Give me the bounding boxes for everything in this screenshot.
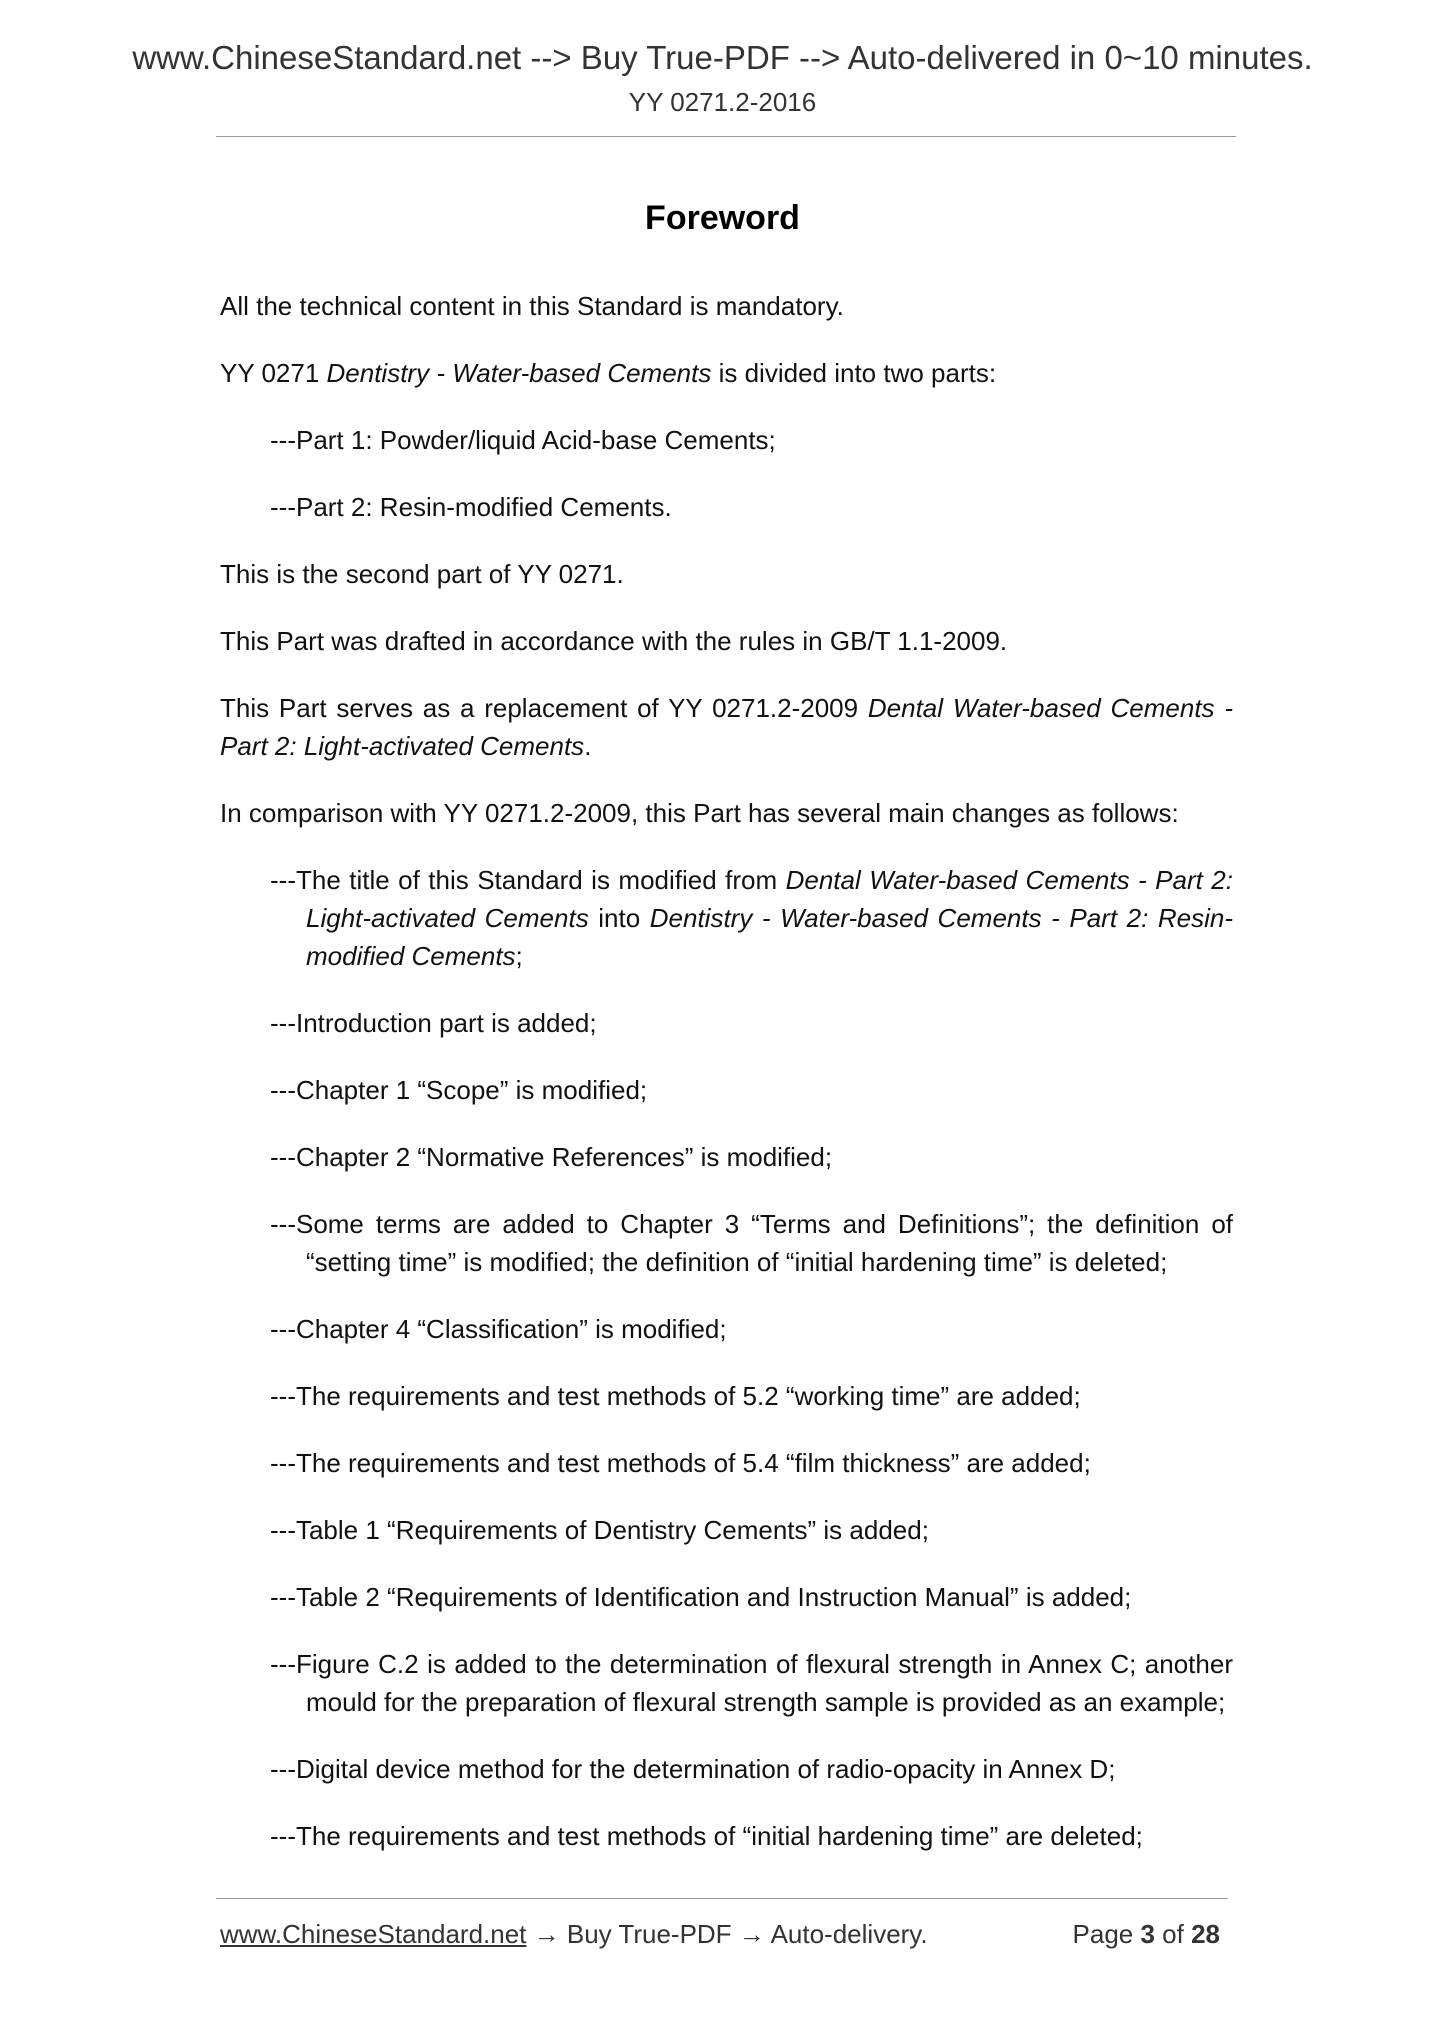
site-banner: www.ChineseStandard.net --> Buy True-PDF --> Auto-delivered in 0~10 minutes.	[132, 39, 1313, 76]
paragraph-changes-intro: In comparison with YY 0271.2-2009, this Part has several main changes as follows:	[220, 798, 1179, 828]
text-run: This Part serves as a replacement of YY 0271.2-2009	[220, 693, 868, 723]
list-item-change	[220, 861, 1233, 975]
page-footer	[220, 1914, 1220, 1954]
list-item-change: ---The requirements and test methods of 5.2 “working time” are added;	[270, 1381, 1081, 1411]
italic-title: Dental Water-based Cements - Part 2: Light-activated Cements	[220, 693, 1233, 761]
text-run: .	[584, 731, 592, 761]
list-item-change: ---Chapter 1 “Scope” is modified;	[270, 1075, 648, 1105]
page-label: Page	[1072, 1919, 1141, 1949]
italic-title: Dentistry - Water-based Cements - Part 2: Resin-modified Cements	[306, 903, 1233, 971]
standard-code: YY 0271.2-2016	[628, 87, 817, 117]
list-item-change: ---The requirements and test methods of “initial hardening time” are deleted;	[270, 1821, 1143, 1851]
paragraph-parts-intro	[220, 354, 1233, 392]
footer-divider	[216, 1898, 1228, 1899]
list-item-change: ---Figure C.2 is added to the determination of flexural strength in Annex C; another mould for the preparation of flexural strength sample is provided as an example;	[270, 1649, 1233, 1717]
page-number: 3	[1140, 1919, 1155, 1949]
list-item-change: ---Table 1 “Requirements of Dentistry Cements” is added;	[270, 1515, 929, 1545]
list-item-change: ---Chapter 4 “Classification” is modified;	[270, 1314, 727, 1344]
list-item-change: ---Some terms are added to Chapter 3 “Terms and Definitions”; the definition of “setting time” is modified; the definition of “initial hardening time” is deleted;	[270, 1209, 1233, 1277]
paragraph-mandatory: All the technical content in this Standard is mandatory.	[220, 291, 844, 321]
list-item-change: ---Digital device method for the determination of radio-opacity in Annex D;	[270, 1754, 1116, 1784]
list-item-change: ---Table 2 “Requirements of Identification and Instruction Manual” is added;	[270, 1582, 1132, 1612]
total-pages: 28	[1191, 1919, 1220, 1949]
header-divider	[216, 136, 1236, 137]
page-of-label: of	[1154, 1919, 1192, 1949]
text-run: into	[588, 903, 650, 933]
paragraph-second-part: This is the second part of YY 0271.	[220, 559, 624, 589]
footer-promo	[220, 1914, 928, 1954]
footer-promo-text: → Buy True-PDF → Auto-delivery.	[526, 1919, 928, 1949]
paragraph-drafting-rules: This Part was drafted in accordance with the rules in GB/T 1.1-2009.	[220, 626, 1008, 656]
list-item-part-2: ---Part 2: Resin-modified Cements.	[270, 492, 672, 522]
text-run: YY 0271	[220, 358, 327, 388]
site-link[interactable]: www.ChineseStandard.net	[220, 1919, 527, 1949]
list-item-change: ---Chapter 2 “Normative References” is modified;	[270, 1142, 833, 1172]
page-indicator	[1073, 1914, 1220, 1954]
document-body	[220, 287, 1233, 1884]
page-title: Foreword	[645, 199, 800, 237]
list-item-part-1: ---Part 1: Powder/liquid Acid-base Cements;	[270, 425, 776, 455]
text-run: ;	[515, 941, 523, 971]
italic-title: Dental Water-based Cements - Part 2: Light-activated Cements	[306, 865, 1233, 933]
text-run: ---The title of this Standard is modified from	[270, 865, 786, 895]
list-item-change: ---Introduction part is added;	[270, 1008, 597, 1038]
italic-title: Dentistry - Water-based Cements	[326, 358, 712, 388]
text-run: is divided into two parts:	[711, 358, 997, 388]
list-item-change: ---The requirements and test methods of 5.4 “film thickness” are added;	[270, 1448, 1091, 1478]
paragraph-replacement	[220, 689, 1233, 765]
